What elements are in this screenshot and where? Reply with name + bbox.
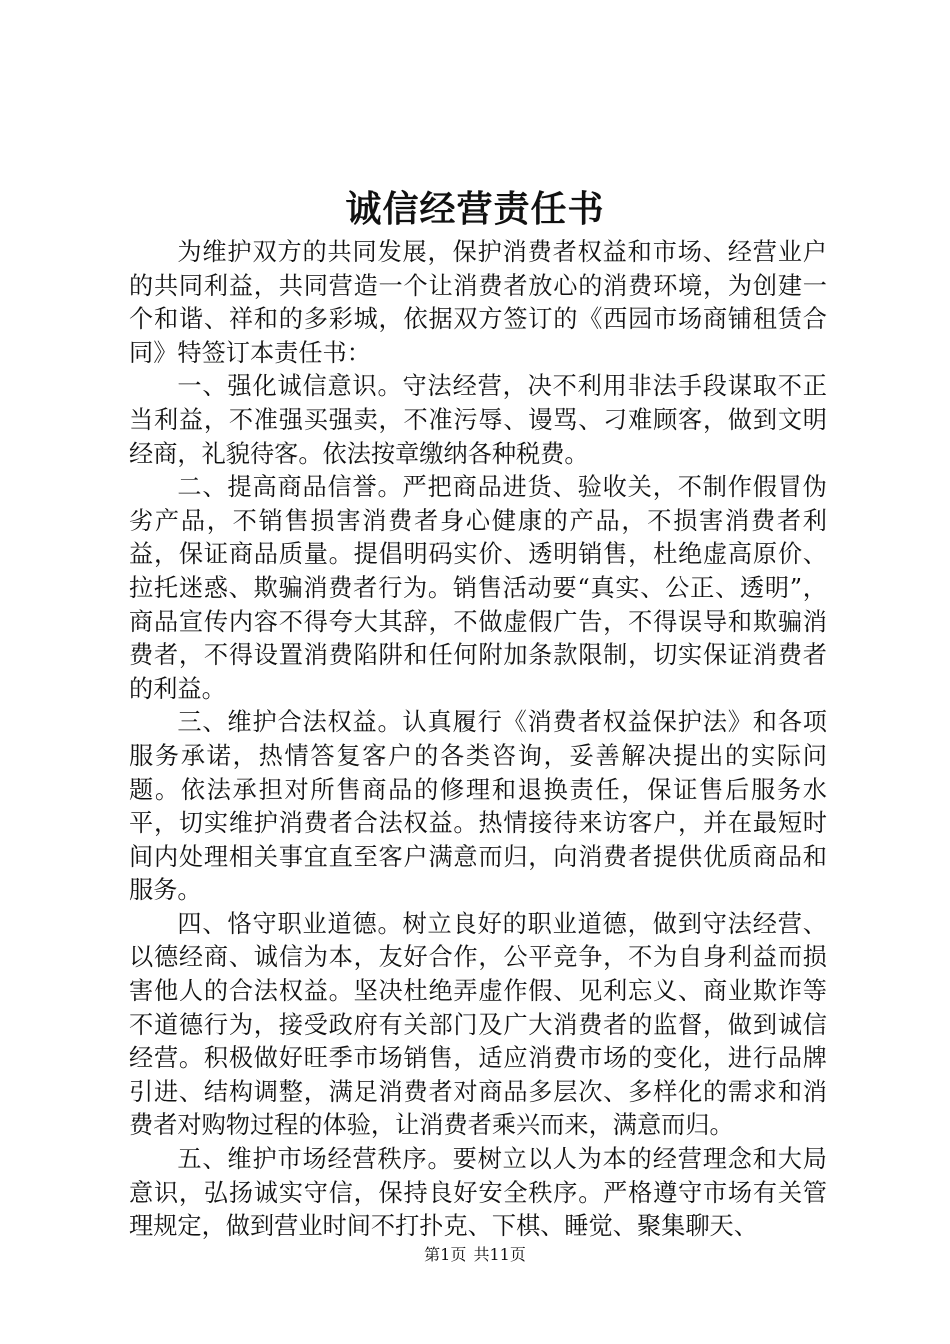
document-body <box>129 236 827 1244</box>
paragraph-4: 四、恪守职业道德。树立良好的职业道德，做到守法经营、以德经商、诚信为本，友好合作，公平竞争，不为自身利益而损害他人的合法权益。坚决杜绝弄虚作假、见利忘义、商业欺诈等不道德行为，接受政府有关部门及广大消费者的监督，做到诚信经营。积极做好旺季市场销售，适应消费市场的变化，进行品牌引进、结构调整，满足消费者对商品多层次、多样化的需求和消费者对购物过程的体验，让消费者乘兴而来，满意而归。 <box>129 909 827 1140</box>
page-total: 共11页 <box>473 1245 526 1264</box>
paragraph-3: 三、维护合法权益。认真履行《消费者权益保护法》和各项服务承诺，热情答复客户的各类咨询，妥善解决提出的实际问题。依法承担对所售商品的修理和退换责任，保证售后服务水平，切实维护消费者合法权益。热情接待来访客户，并在最短时间内处理相关事宜直至客户满意而归，向消费者提供优质商品和服务。 <box>129 708 827 905</box>
page-footer <box>0 1243 950 1267</box>
paragraph-intro: 为维护双方的共同发展，保护消费者权益和市场、经营业户的共同利益，共同营造一个让消费者放心的消费环境，为创建一个和谐、祥和的多彩城，依据双方签订的《西园市场商铺租赁合同》特签订本责任书： <box>129 238 827 367</box>
page-number: 第1页 <box>424 1245 467 1264</box>
paragraph-2: 二、提高商品信誉。严把商品进货、验收关，不制作假冒伪劣产品，不销售损害消费者身心健康的产品，不损害消费者利益，保证商品质量。提倡明码实价、透明销售，杜绝虚高原价、拉托迷惑、欺骗消费者行为。销售活动要“真实、公正、透明”，商品宣传内容不得夸大其辞，不做虚假广告，不得误导和欺骗消费者，不得设置消费陷阱和任何附加条款限制，切实保证消费者的利益。 <box>129 473 827 703</box>
paragraph-5: 五、维护市场经营秩序。要树立以人为本的经营理念和大局意识，弘扬诚实守信，保持良好安全秩序。严格遵守市场有关管理规定，做到营业时间不打扑克、下棋、睡觉、聚集聊天、 <box>129 1145 827 1241</box>
document-title: 诚信经营责任书 <box>345 188 605 230</box>
paragraph-1: 一、强化诚信意识。守法经营，决不利用非法手段谋取不正当利益，不准强买强卖，不准污辱、谩骂、刁难顾客，做到文明经商，礼貌待客。依法按章缴纳各种税费。 <box>129 372 827 468</box>
